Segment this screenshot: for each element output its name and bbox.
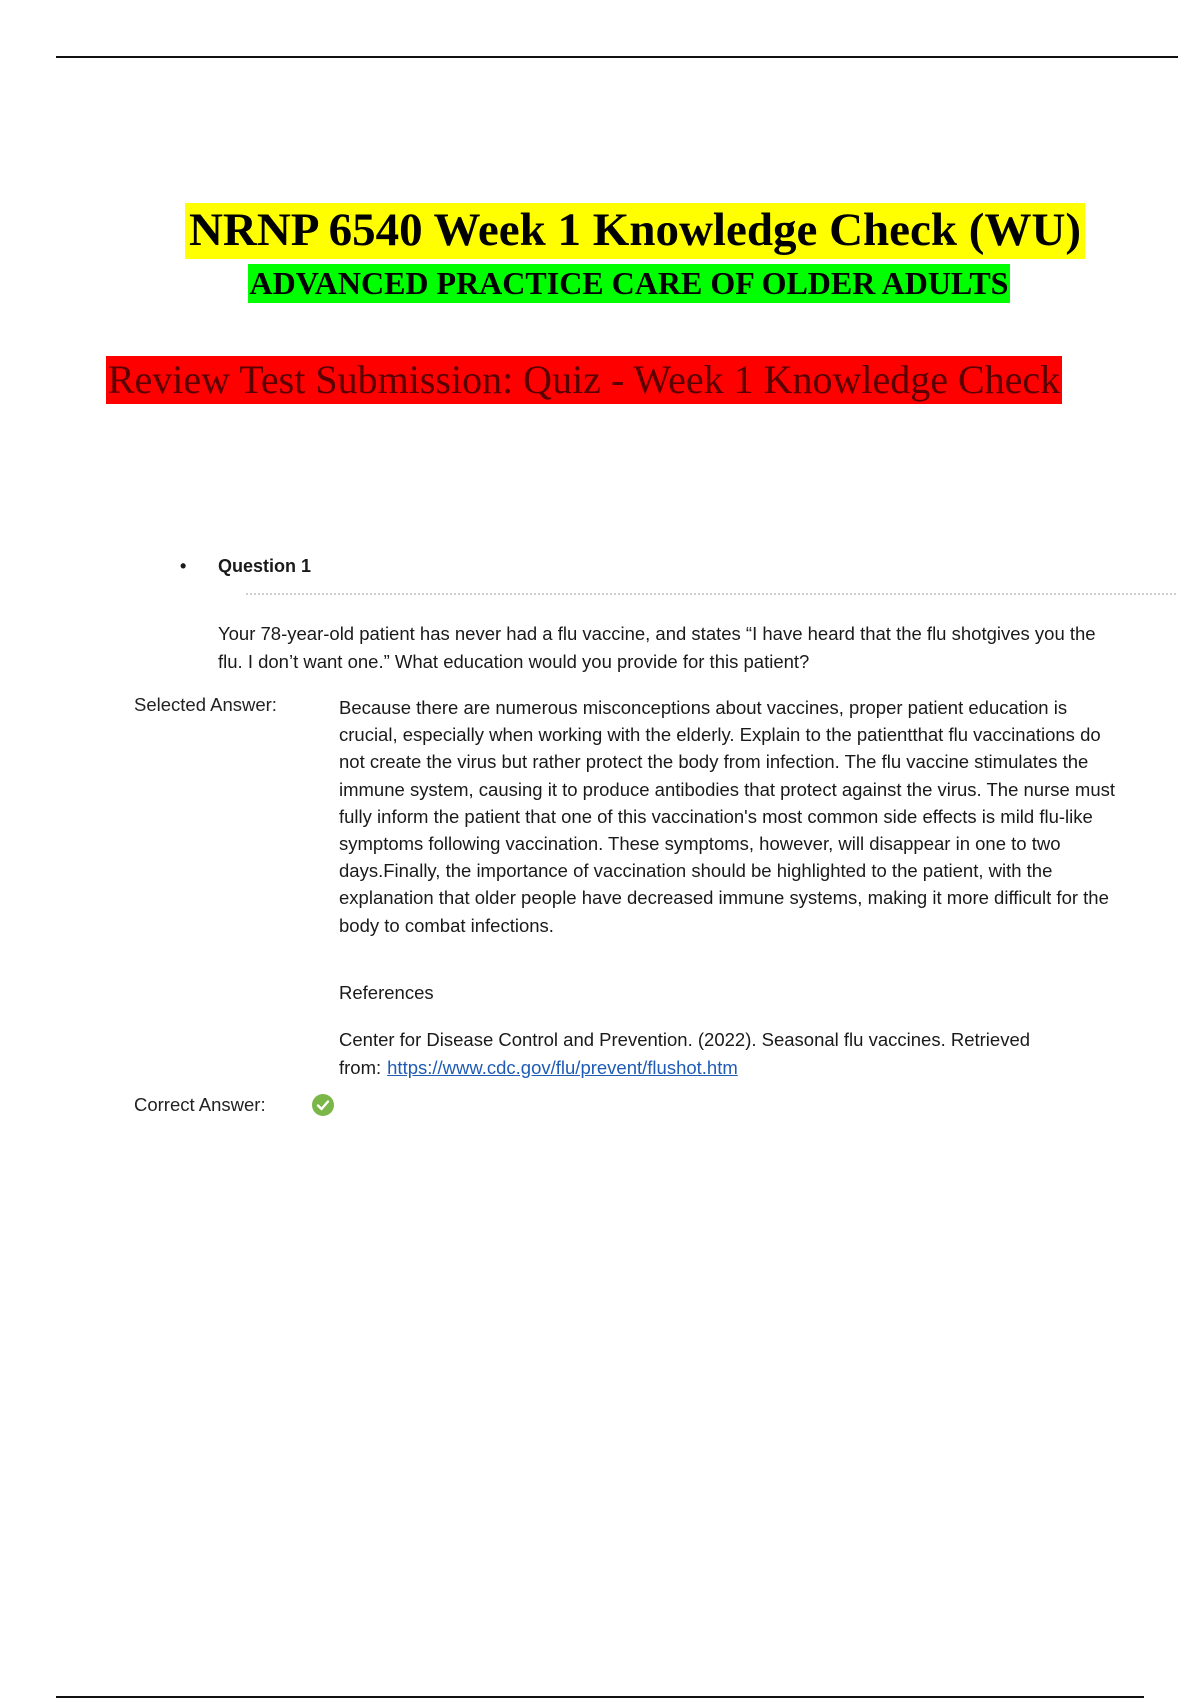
title-block	[0, 203, 1200, 259]
check-circle-icon	[312, 1094, 334, 1116]
selected-answer-text: Because there are numerous misconceptions about vaccines, proper patient education is crucial, especially when working with the elderly. Explain to the patientthat flu vaccinations do not create the virus but rather protect the body from infection. The flu vaccine stimulates the immune system, causing it to produce antibodies that protect against the virus. The nurse must fully inform the patient that one of this vaccination's most common side effects is mild flu-like symptoms following vaccination. These symptoms, however, will disappear in one to two days.Finally, the importance of vaccination should be highlighted to the patient, with the explanation that older people have decreased immune systems, making it more difficult for the body to combat infections.	[339, 697, 1116, 936]
bottom-rule	[56, 1696, 1144, 1698]
dotted-divider	[246, 593, 1176, 595]
question-label: Question 1	[218, 556, 312, 576]
document-title: NRNP 6540 Week 1 Knowledge Check (WU)	[185, 203, 1085, 259]
reference-entry	[339, 1026, 1119, 1082]
review-title-block	[0, 356, 1200, 404]
correct-answer-label: Correct Answer:	[134, 1094, 266, 1115]
document-subtitle: ADVANCED PRACTICE CARE OF OLDER ADULTS	[248, 264, 1011, 303]
top-rule	[56, 56, 1178, 58]
question-text: Your 78-year-old patient has never had a flu vaccine, and states “I have heard that the flu shotgives you the flu. I don’t want one.” What education would you provide for this patient?	[218, 623, 1096, 672]
bullet-icon: •	[180, 556, 187, 576]
references-heading: References	[339, 982, 434, 1003]
reference-citation: Center for Disease Control and Prevention. (2022). Seasonal flu vaccines. Retrieved from:	[339, 1029, 1031, 1078]
question-heading	[180, 556, 311, 577]
selected-answer-label: Selected Answer:	[134, 694, 277, 715]
review-title: Review Test Submission: Quiz - Week 1 Knowledge Check	[107, 357, 1061, 402]
subtitle-block	[0, 264, 1200, 303]
reference-link[interactable]: https://www.cdc.gov/flu/prevent/flushot.htm	[387, 1057, 738, 1078]
